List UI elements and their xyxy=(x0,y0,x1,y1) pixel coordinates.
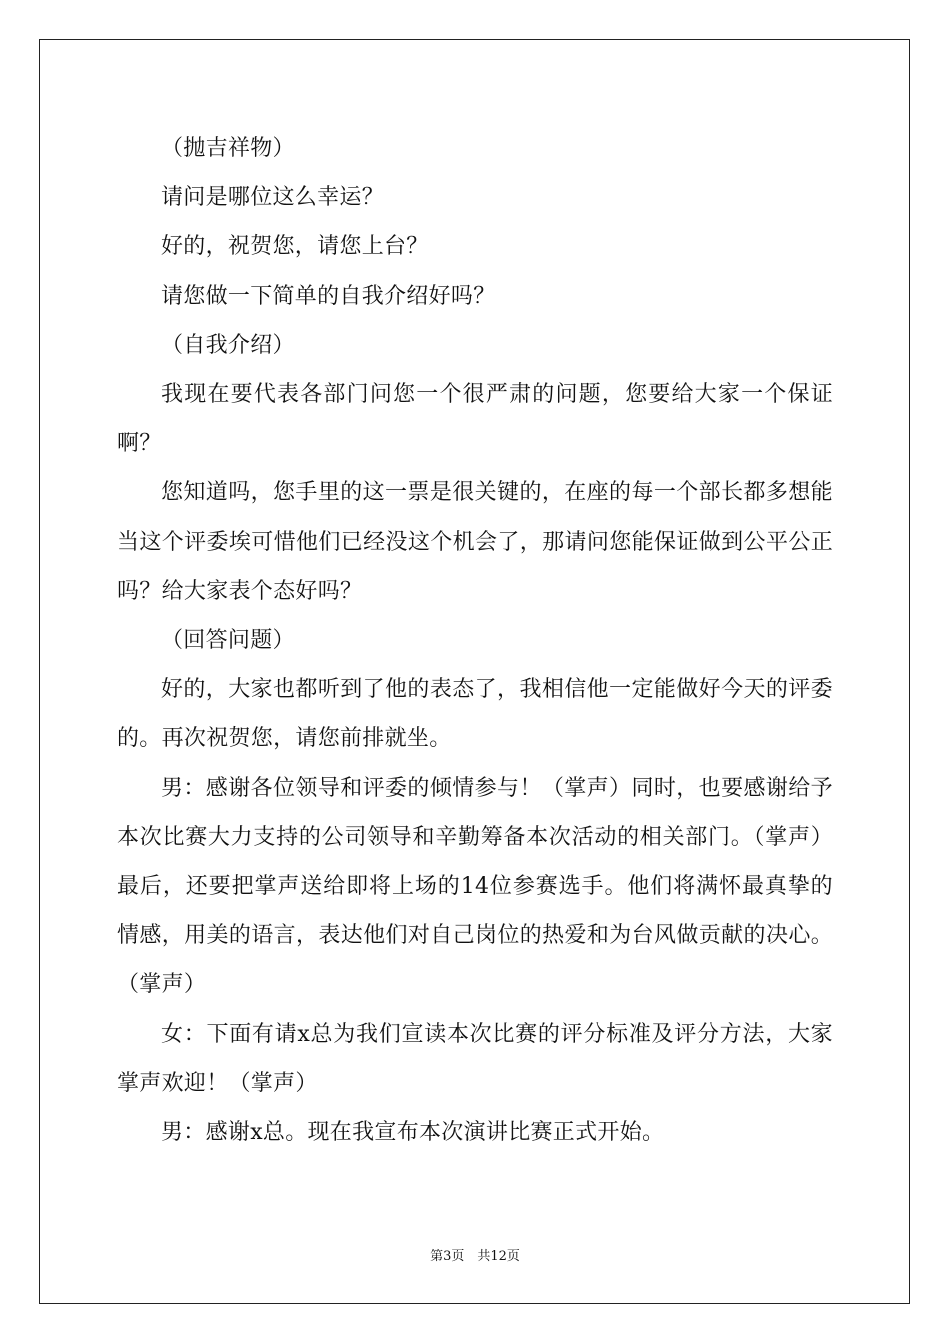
paragraph: （回答问题） xyxy=(161,628,295,654)
paragraph: 我现在要代表各部门问您一个很严肃的问题，您要给大家一个保证啊？ xyxy=(117,382,833,457)
paragraph: （自我介绍） xyxy=(161,332,295,358)
paragraph: 好的，祝贺您，请您上台？ xyxy=(161,234,429,260)
document-body xyxy=(117,124,833,1157)
paragraph: 请您做一下简单的自我介绍好吗？ xyxy=(161,283,496,309)
paragraph: 好的，大家也都听到了他的表态了，我相信他一定能做好今天的评委的。再次祝贺您，请您前排就坐。 xyxy=(117,677,833,752)
paragraph: 女：下面有请x总为我们宣读本次比赛的评分标准及评分方法，大家掌声欢迎！（掌声） xyxy=(117,1021,833,1096)
paragraph: （抛吉祥物） xyxy=(161,136,295,161)
paragraph: 男：感谢x总。现在我宣布本次演讲比赛正式开始。 xyxy=(161,1120,665,1146)
paragraph: 男：感谢各位领导和评委的倾情参与！（掌声）同时，也要感谢给予本次比赛大力支持的公司领导和辛勤筹备本次活动的相关部门。（掌声）最后，还要把掌声送给即将上场的14位参赛选手。他们将满怀最真挚的情感，用美的语言，表达他们对自己岗位的热爱和为台风做贡献的决心。（掌声） xyxy=(117,775,833,998)
paragraph: 您知道吗，您手里的这一票是很关键的，在座的每一个部长都多想能当这个评委埃可惜他们已经没这个机会了，那请问您能保证做到公平公正吗？给大家表个态好吗？ xyxy=(117,480,833,604)
page-number: 第3页 共12页 xyxy=(430,1249,520,1264)
paragraph: 请问是哪位这么幸运？ xyxy=(161,185,385,211)
